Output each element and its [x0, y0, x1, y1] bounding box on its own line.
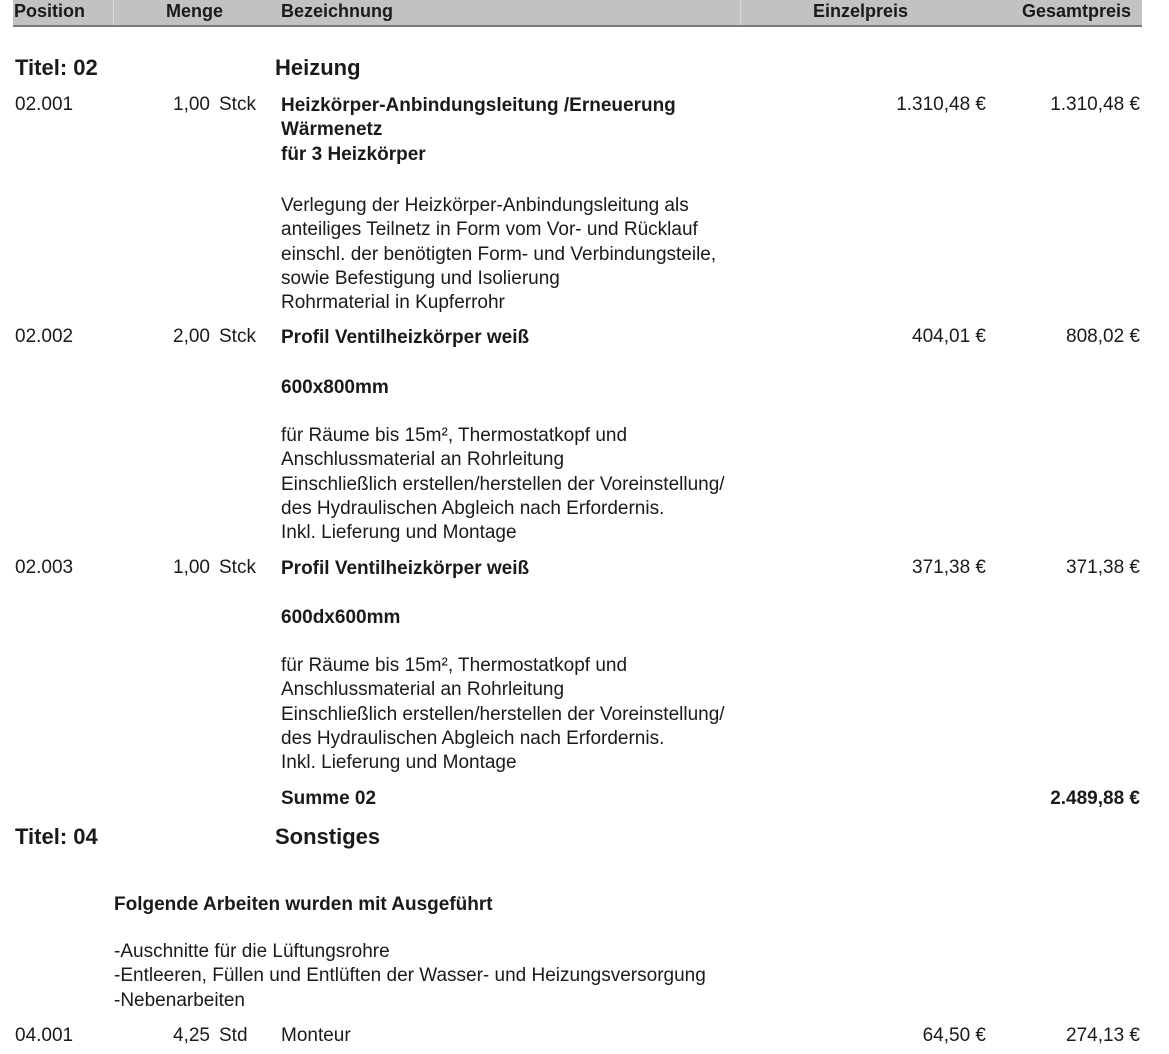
note-heading: Folgende Arbeiten wurden mit Ausgeführt	[114, 894, 493, 915]
item-description-line: einschl. der benötigten Form- und Verbindungsteile,	[281, 243, 717, 265]
item-title	[281, 94, 676, 167]
item-einzelpreis: 371,38 €	[912, 557, 986, 578]
header-separator	[113, 0, 114, 25]
note-line: -Nebenarbeiten	[114, 989, 245, 1011]
item-title-line: Wärmenetz	[281, 119, 383, 141]
item-description-line: Verlegung der Heizkörper-Anbindungsleitung als	[281, 195, 689, 216]
item-title: Profil Ventilheizkörper weiß	[281, 327, 530, 348]
section-title-label: Titel: 04	[15, 824, 98, 849]
item-title: Monteur	[281, 1025, 351, 1046]
item-gesamtpreis: 274,13 €	[1066, 1025, 1140, 1046]
header-separator	[740, 0, 741, 25]
item-description-line: sowie Befestigung und Isolierung	[281, 267, 560, 289]
item-position: 02.003	[15, 557, 74, 578]
note-line: -Auschnitte für die Lüftungsrohre	[114, 941, 390, 962]
item-description-line: Einschließlich erstellen/herstellen der Voreinstellung/	[281, 473, 725, 495]
item-menge: 2,00	[173, 326, 210, 347]
item-description-line: Rohrmaterial in Kupferrohr	[281, 292, 505, 314]
item-subtitle: 600dx600mm	[281, 607, 401, 628]
item-title-line: für 3 Heizkörper	[281, 143, 426, 165]
item-description-line: anteiliges Teilnetz in Form vom Vor- und Rücklauf	[281, 219, 698, 241]
table-header	[13, 0, 1142, 27]
item-einzelpreis: 1.310,48 €	[896, 94, 986, 115]
item-description-line: für Räume bis 15m², Thermostatkopf und	[281, 425, 628, 446]
item-description-line: Anschlussmaterial an Rohrleitung	[281, 679, 565, 701]
item-einheit: Stck	[219, 94, 256, 115]
item-description-line: Einschließlich erstellen/herstellen der Voreinstellung/	[281, 703, 725, 725]
item-position: 02.002	[15, 326, 74, 347]
item-description	[281, 194, 716, 315]
item-description-line: Inkl. Lieferung und Montage	[281, 752, 517, 774]
item-einheit: Std	[219, 1025, 248, 1046]
item-title: Profil Ventilheizkörper weiß	[281, 558, 530, 579]
header-menge: Menge	[166, 1, 224, 21]
item-description-line: für Räume bis 15m², Thermostatkopf und	[281, 655, 628, 676]
section-title-label: Titel: 02	[15, 55, 98, 80]
item-gesamtpreis: 1.310,48 €	[1050, 94, 1140, 115]
header-position: Position	[14, 1, 85, 21]
item-position: 02.001	[15, 94, 74, 115]
header-bezeichnung: Bezeichnung	[281, 1, 394, 21]
item-description-line: Anschlussmaterial an Rohrleitung	[281, 449, 565, 471]
section-title-name: Sonstiges	[275, 824, 381, 849]
item-description-line: des Hydraulischen Abgleich nach Erfordernis.	[281, 497, 665, 519]
header-gesamtpreis: Gesamtpreis	[1022, 1, 1132, 21]
item-position: 04.001	[15, 1025, 74, 1046]
item-description	[281, 654, 725, 775]
section-title-name: Heizung	[275, 55, 361, 80]
item-menge: 1,00	[173, 94, 210, 115]
item-subtitle: 600x800mm	[281, 377, 389, 398]
item-gesamtpreis: 808,02 €	[1066, 326, 1140, 347]
item-menge: 1,00	[173, 557, 210, 578]
item-einheit: Stck	[219, 557, 256, 578]
section-sum-value: 2.489,88 €	[1050, 788, 1140, 809]
note-list	[114, 940, 706, 1013]
item-description	[281, 424, 725, 545]
item-einzelpreis: 404,01 €	[912, 326, 986, 347]
item-description-line: Inkl. Lieferung und Montage	[281, 522, 517, 544]
note-line: -Entleeren, Füllen und Entlüften der Wasser- und Heizungsversorgung	[114, 965, 706, 987]
item-gesamtpreis: 371,38 €	[1066, 557, 1140, 578]
section-sum-label: Summe 02	[281, 788, 377, 809]
item-menge: 4,25	[173, 1025, 210, 1046]
item-einheit: Stck	[219, 326, 256, 347]
header-einzelpreis: Einzelpreis	[813, 1, 909, 21]
item-description-line: des Hydraulischen Abgleich nach Erfordernis.	[281, 727, 665, 749]
item-title-line: Heizkörper-Anbindungsleitung /Erneuerung	[281, 95, 676, 116]
item-einzelpreis: 64,50 €	[922, 1025, 986, 1046]
